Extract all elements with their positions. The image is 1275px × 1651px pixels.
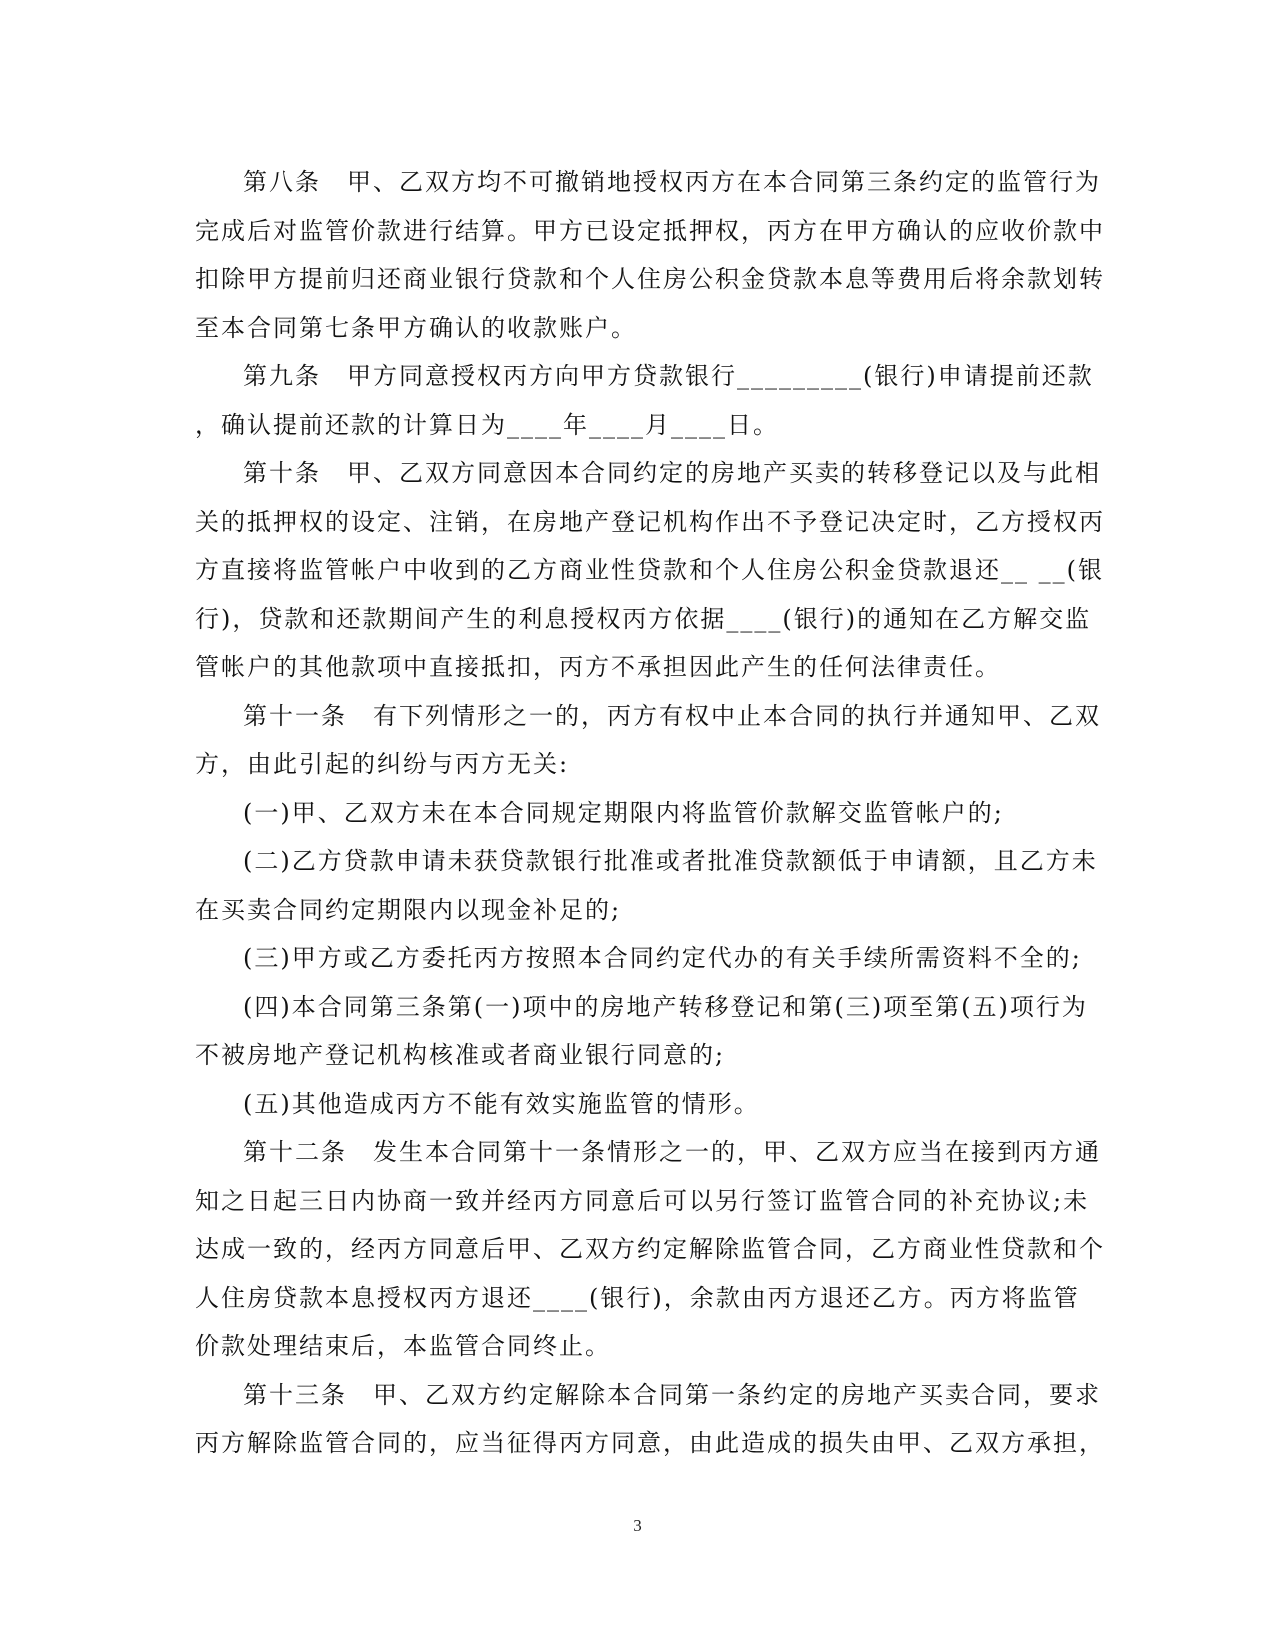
text-line: 第十二条 发生本合同第十一条情形之一的，甲、乙双方应当在接到丙方通 <box>243 1138 1101 1166</box>
text-line: 第十一条 有下列情形之一的，丙方有权中止本合同的执行并通知甲、乙双 <box>243 701 1101 730</box>
text-line: 方直接将监管帐户中收到的乙方商业性贷款和个人住房公积金贷款退还__ __(银 <box>195 556 1104 584</box>
text-line: 人住房贷款本息授权丙方退还____(银行)，余款由丙方退还乙方。丙方将监管 <box>195 1283 1080 1312</box>
text-line: 丙方解除监管合同的，应当征得丙方同意，由此造成的损失由甲、乙双方承担， <box>195 1429 1105 1457</box>
text-line: (四)本合同第三条第(一)项中的房地产转移登记和第(三)项至第(五)项行为 <box>243 992 1088 1021</box>
text-line: 第十三条 甲、乙双方约定解除本合同第一条约定的房地产买卖合同，要求 <box>243 1380 1101 1409</box>
text-line: 知之日起三日内协商一致并经丙方同意后可以另行签订监管合同的补充协议;未 <box>195 1186 1090 1215</box>
text-line: 第九条 甲方同意授权丙方向甲方贷款银行_________(银行)申请提前还款 <box>243 362 1094 390</box>
page-number: 3 <box>633 1516 642 1535</box>
text-line: 关的抵押权的设定、注销，在房地产登记机构作出不予登记决定时，乙方授权丙 <box>195 507 1105 536</box>
text-line: 不被房地产登记机构核准或者商业银行同意的; <box>195 1041 726 1069</box>
text-line: 完成后对监管价款进行结算。甲方已设定抵押权，丙方在甲方确认的应收价款中 <box>195 216 1105 245</box>
document-body <box>195 158 1105 1468</box>
text-line: (三)甲方或乙方委托丙方按照本合同约定代办的有关手续所需资料不全的; <box>243 944 1082 972</box>
text-line: 第十条 甲、乙双方同意因本合同约定的房地产买卖的转移登记以及与此相 <box>243 459 1101 487</box>
text-line: (一)甲、乙双方未在本合同规定期限内将监管价款解交监管帐户的; <box>243 798 1004 827</box>
text-line: 扣除甲方提前归还商业银行贷款和个人住房公积金贷款本息等费用后将余款划转 <box>195 265 1105 293</box>
text-line: (二)乙方贷款申请未获贷款银行批准或者批准贷款额低于申请额，且乙方未 <box>243 847 1098 875</box>
text-line: 价款处理结束后，本监管合同终止。 <box>195 1332 611 1360</box>
text-line: 至本合同第七条甲方确认的收款账户。 <box>195 313 637 342</box>
text-line: 达成一致的，经丙方同意后甲、乙双方约定解除监管合同，乙方商业性贷款和个 <box>195 1235 1105 1263</box>
text-line: 管帐户的其他款项中直接抵扣，丙方不承担因此产生的任何法律责任。 <box>195 653 1001 681</box>
text-line: 行)，贷款和还款期间产生的利息授权丙方依据____(银行)的通知在乙方解交监 <box>195 604 1092 633</box>
text-line: 方，由此引起的纠纷与丙方无关: <box>195 750 570 778</box>
text-line: ，确认提前还款的计算日为____年____月____日。 <box>195 410 779 439</box>
text-line: (五)其他造成丙方不能有效实施监管的情形。 <box>243 1089 760 1118</box>
text-line: 第八条 甲、乙双方均不可撤销地授权丙方在本合同第三条约定的监管行为 <box>243 168 1101 196</box>
text-line: 在买卖合同约定期限内以现金补足的; <box>195 895 622 924</box>
